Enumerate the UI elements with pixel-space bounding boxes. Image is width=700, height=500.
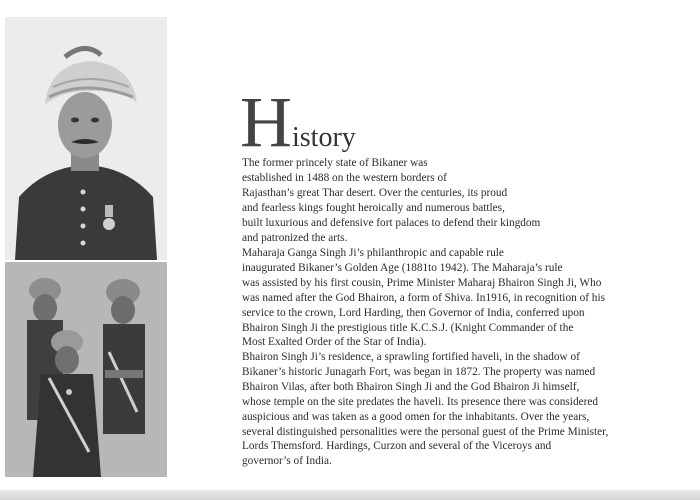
group-illustration	[5, 262, 167, 477]
group-photo	[5, 262, 167, 477]
text-line: whose temple on the site predates the haveli. Its presence there was considered	[242, 395, 599, 408]
text-line: inaugurated Bikaner’s Golden Age (1881to 1942). The Maharaja’s rule	[242, 261, 563, 274]
paragraph-bhairon-vilas	[242, 350, 682, 469]
page-bottom-edge	[0, 490, 700, 500]
text-line: The former princely state of Bikaner was	[242, 157, 428, 169]
text-line: Bhairon Vilas, after both Bhairon Singh Ji and the God Bhairon Ji himself,	[242, 380, 580, 393]
text-line: Most Exalted Order of the Star of India).	[242, 336, 427, 349]
text-line: established in 1488 on the western borders of	[242, 171, 447, 184]
text-line: Maharaja Ganga Singh Ji’s philanthropic and capable rule	[242, 247, 504, 259]
text-line: Rajasthan’s great Thar desert. Over the centuries, its proud	[242, 186, 508, 199]
portrait-illustration	[5, 17, 167, 260]
text-line: auspicious and was taken as a good omen for the inhabitants. Over the years,	[242, 410, 590, 423]
page-title	[240, 82, 356, 162]
text-line: Bikaner’s historic Junagarh Fort, was began in 1872. The property was named	[242, 365, 596, 378]
paragraph-history-intro	[242, 156, 682, 245]
text-line: Lords Themsford. Hardings, Curzon and several of the Viceroys and	[242, 440, 552, 453]
text-line: Bhairon Singh Ji’s residence, a sprawling fortified haveli, in the shadow of	[242, 351, 580, 363]
text-line: and patronized the arts.	[242, 231, 348, 244]
text-line: and fearless kings fought heroically and numerous battles,	[242, 201, 505, 214]
portrait-photo	[5, 17, 167, 260]
text-line: service to the crown, Lord Harding, then Governor of India, conferred upon	[242, 306, 585, 319]
title-rest: istory	[292, 122, 356, 153]
title-initial: H	[240, 82, 291, 162]
text-line: Bhairon Singh Ji the prestigious title K.C.S.J. (Knight Commander of the	[242, 321, 574, 334]
text-line: was named after the God Bhairon, a form of Shiva. In1916, in recognition of his	[242, 291, 605, 304]
paragraph-ganga-singh	[242, 246, 682, 350]
text-line: governor’s of India.	[242, 455, 332, 468]
text-line: several distinguished personalities were the personal guest of the Prime Minister,	[242, 425, 609, 438]
text-line: built luxurious and defensive fort palaces to defend their kingdom	[242, 216, 541, 229]
text-line: was assisted by his first cousin, Prime Minister Maharaj Bhairon Singh Ji, Who	[242, 276, 602, 289]
